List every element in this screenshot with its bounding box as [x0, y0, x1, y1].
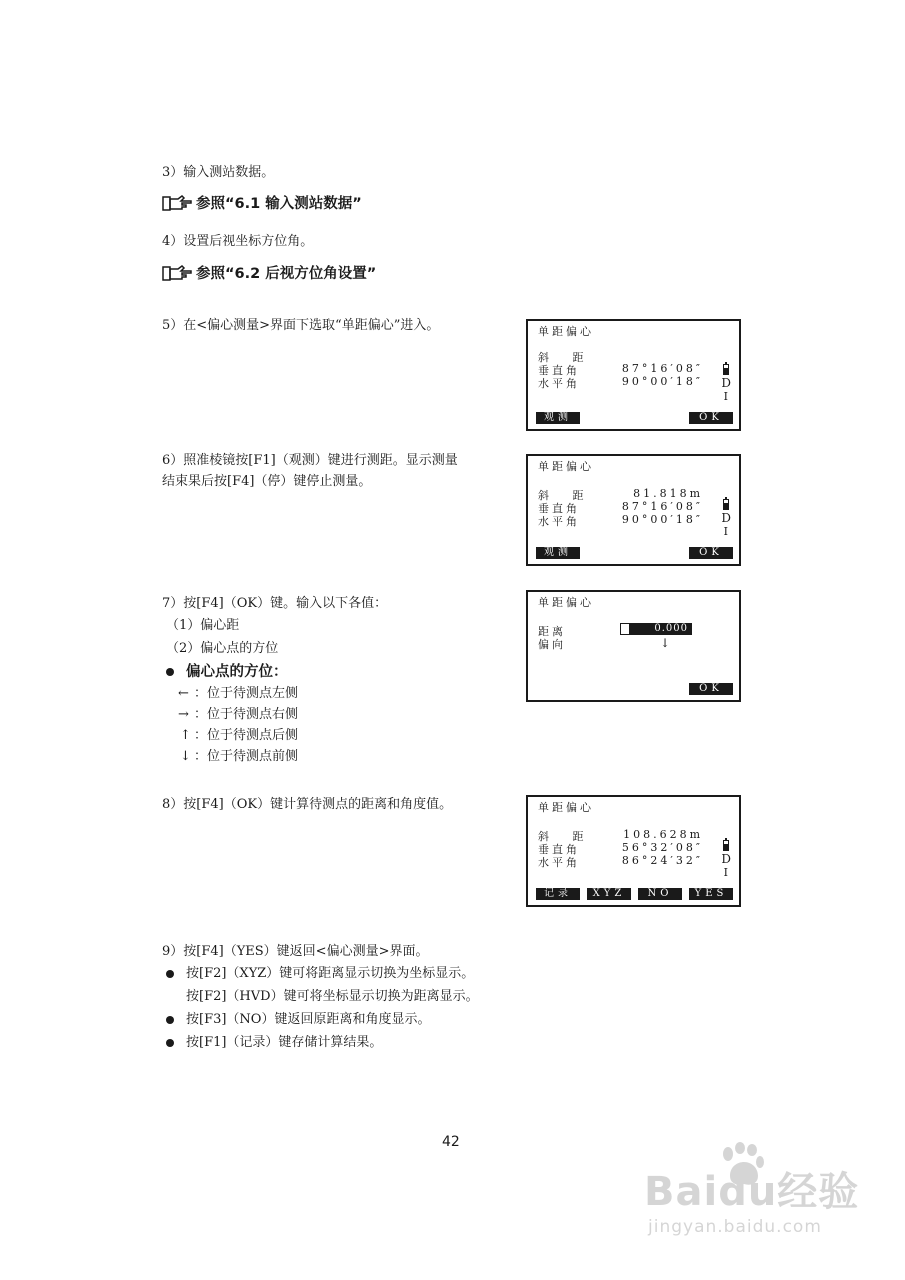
- softkey-f2: [587, 683, 631, 695]
- direction-left-arrow: ←: [178, 686, 189, 701]
- softkey-bar: [536, 547, 733, 559]
- input-cursor: [620, 623, 630, 635]
- softkey-f1-observe[interactable]: 观测: [536, 547, 580, 559]
- softkey-bar: [536, 888, 733, 900]
- offset-direction-label: 偏向: [538, 638, 566, 651]
- step-7-text: 7）按[F4]（OK）键。输入以下各值：: [162, 596, 388, 611]
- softkey-f1-observe[interactable]: 观测: [536, 412, 580, 424]
- step-3-text: 3）输入测站数据。: [162, 165, 275, 180]
- pointing-hand-icon: [162, 264, 192, 282]
- display-screen-3: [526, 590, 741, 702]
- step-9-text: 9）按[F4]（YES）键返回<偏心测量>界面。: [162, 944, 429, 959]
- step-8-text: 8）按[F4]（OK）键计算待测点的距离和角度值。: [162, 797, 453, 812]
- prism-signal-icon: D: [721, 852, 731, 866]
- step-4-text: 4）设置后视坐标方位角。: [162, 234, 314, 249]
- screen-title: 单距偏心: [538, 460, 594, 473]
- softkey-bar: [536, 683, 733, 695]
- step-6-text-line2: 结束果后按[F4]（停）键停止测量。: [162, 474, 372, 489]
- step-6-text-line1: 6）照准棱镜按[F1]（观测）键进行测距。显示测量: [162, 453, 458, 468]
- page-number: 42: [442, 1134, 460, 1150]
- bullet-icon: [166, 970, 174, 978]
- offset-distance-label: 距离: [538, 625, 566, 638]
- note-no: 按[F3]（NO）键返回原距离和角度显示。: [186, 1012, 431, 1027]
- note-xyz: 按[F2]（XYZ）键可将距离显示切换为坐标显示。: [186, 966, 475, 981]
- bullet-icon: [166, 668, 174, 676]
- display-screen-4: [526, 795, 741, 907]
- direction-left-text: ：位于待测点左侧: [194, 686, 299, 701]
- watermark-logo: Baidu经验: [644, 1169, 860, 1215]
- softkey-f1: [536, 683, 580, 695]
- reference-6-1-text: 参照“6.1 输入测站数据”: [196, 196, 362, 212]
- prism-signal-icon: D: [721, 376, 731, 390]
- softkey-f1-record[interactable]: 记录: [536, 888, 580, 900]
- pointing-hand-icon: [162, 194, 192, 212]
- screen-title: 单距偏心: [538, 596, 594, 609]
- direction-back-arrow: ↑: [180, 728, 191, 743]
- bullet-icon: [166, 1016, 174, 1024]
- battery-icon: [723, 840, 729, 851]
- direction-back-text: ：位于待测点后侧: [194, 728, 299, 743]
- slope-distance-label: 斜 距: [538, 489, 587, 502]
- display-screen-1: [526, 319, 741, 431]
- vertical-angle-label: 垂直角: [538, 843, 580, 856]
- reference-6-2-text: 参照“6.2 后视方位角设置”: [196, 266, 377, 282]
- softkey-f4-ok[interactable]: OK: [689, 683, 733, 695]
- step-7-item-2: （2）偏心点的方位: [166, 641, 279, 656]
- softkey-f3-no[interactable]: NO: [638, 888, 682, 900]
- mode-indicator: I: [723, 866, 728, 879]
- vertical-angle-value: 87°16′08″: [621, 500, 703, 513]
- slope-distance-value: 108.628m: [623, 828, 703, 841]
- screen-title: 单距偏心: [538, 801, 594, 814]
- offset-distance-input[interactable]: 0.000: [630, 623, 692, 635]
- vertical-angle-value: 56°32′08″: [621, 841, 703, 854]
- vertical-angle-label: 垂直角: [538, 364, 580, 377]
- direction-front-arrow: ↓: [180, 749, 191, 764]
- direction-front-text: ：位于待测点前侧: [194, 749, 299, 764]
- horizontal-angle-label: 水平角: [538, 377, 580, 390]
- step-7-item-1: （1）偏心距: [166, 618, 240, 633]
- softkey-f3: [638, 547, 682, 559]
- mode-indicator: I: [723, 525, 728, 538]
- softkey-f4-ok[interactable]: OK: [689, 547, 733, 559]
- display-screen-2: [526, 454, 741, 566]
- mode-indicator: I: [723, 390, 728, 403]
- slope-distance-label: 斜 距: [538, 830, 587, 843]
- softkey-f2-xyz[interactable]: XYZ: [587, 888, 631, 900]
- softkey-f4-yes[interactable]: YES: [689, 888, 733, 900]
- bullet-icon: [166, 1039, 174, 1047]
- softkey-f3: [638, 412, 682, 424]
- slope-distance-label: 斜 距: [538, 351, 587, 364]
- battery-icon: [723, 364, 729, 375]
- softkey-f2: [587, 412, 631, 424]
- softkey-f4-ok[interactable]: OK: [689, 412, 733, 424]
- direction-right-text: ：位于待测点右侧: [194, 707, 299, 722]
- step-5-text: 5）在<偏心测量>界面下选取“单距偏心”进入。: [162, 318, 440, 333]
- paw-icon: [716, 1142, 766, 1190]
- prism-signal-icon: D: [721, 511, 731, 525]
- vertical-angle-value: 87°16′08″: [621, 362, 703, 375]
- softkey-f2: [587, 547, 631, 559]
- horizontal-angle-label: 水平角: [538, 515, 580, 528]
- note-hvd: 按[F2]（HVD）键可将坐标显示切换为距离显示。: [186, 989, 479, 1004]
- horizontal-angle-value: 90°00′18″: [621, 375, 703, 388]
- horizontal-angle-label: 水平角: [538, 856, 580, 869]
- watermark-url: jingyan.baidu.com: [648, 1217, 822, 1237]
- softkey-bar: [536, 412, 733, 424]
- vertical-angle-label: 垂直角: [538, 502, 580, 515]
- horizontal-angle-value: 90°00′18″: [621, 513, 703, 526]
- horizontal-angle-value: 86°24′32″: [621, 854, 703, 867]
- screen-title: 单距偏心: [538, 325, 594, 338]
- note-record: 按[F1]（记录）键存储计算结果。: [186, 1035, 383, 1050]
- slope-distance-value: 81.818m: [633, 487, 703, 500]
- softkey-f3: [638, 683, 682, 695]
- baidu-watermark: [644, 1160, 859, 1237]
- direction-right-arrow: →: [178, 707, 189, 722]
- offset-direction-value[interactable]: ↓: [660, 636, 671, 650]
- direction-heading: 偏心点的方位：: [186, 664, 288, 680]
- reference-6-1: [162, 192, 362, 213]
- battery-icon: [723, 499, 729, 510]
- reference-6-2: [162, 262, 376, 283]
